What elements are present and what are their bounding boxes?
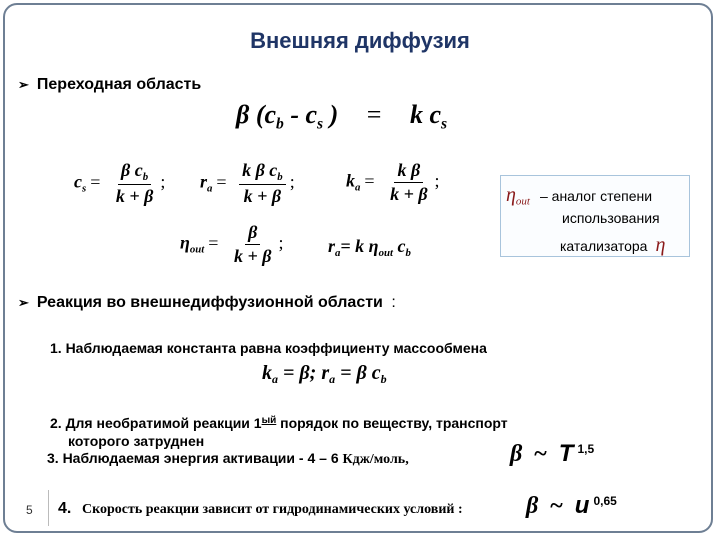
item-2-line-2: которого затруднен: [68, 433, 205, 449]
item-4: Скорость реакции зависит от гидродинамических условий :: [82, 502, 463, 517]
note-line-2: использования: [562, 210, 660, 226]
bullet-external-diffusion: ➢ Реакция во внешнедиффузионной области :: [18, 294, 396, 311]
item-4-relation: β ~ u $^{0,65}$: [526, 492, 617, 519]
formula-eta-out: $\eta_{out}$ = $\frac{\beta}{k + \beta}$ ;: [180, 222, 284, 266]
item-1-equation: $k_a = \beta$; $r_a = \beta$ $c_b$: [262, 362, 387, 387]
formula-ka: $k_a$ = $\frac{\text{k β}}{k + \beta}$ ;: [346, 160, 440, 204]
bullet-transition-region: [18, 76, 201, 94]
formula-cs: $c_s$ = $\frac{\beta c_b}{k + \beta}$ ;: [74, 160, 166, 206]
bullet-external-diffusion-label: Реакция во внешнедиффузионной области: [36, 294, 383, 311]
item-2: 2. Для необратимой реакции $1^{ый}$ порядок по веществу, транспорт: [50, 415, 508, 431]
formula-ra: $r_a$ = $\frac{k \beta c_b}{k + \beta}$ ;: [200, 160, 295, 206]
formula-ra-eta: $r_a= k$ $\eta_{out}$ $c_b$: [328, 236, 411, 259]
item-3: 3. Наблюдаемая энергия активации - 4 – 6 Кдж/моль,: [47, 450, 409, 467]
note-line-3: катализатора η: [560, 234, 666, 256]
bullet-transition-label: Переходная область: [36, 76, 202, 93]
main-equation: β ($c_b - c_s$ ) = k $c_s$: [236, 100, 448, 133]
arrow-bullet-icon: ➢: [18, 77, 29, 92]
arrow-bullet-icon: ➢: [18, 295, 29, 310]
slide-title: Внешняя диффузия: [250, 28, 470, 53]
page-number: 5: [26, 503, 33, 517]
item-4-number: 4.: [58, 500, 72, 517]
item-3-relation: β ~ T $^{1,5}$: [510, 440, 595, 467]
note-line-1: $\eta_{out}$ – аналог степени: [506, 184, 653, 208]
item-1: 1. Наблюдаемая константа равна коэффициенту массообмена: [50, 340, 487, 356]
